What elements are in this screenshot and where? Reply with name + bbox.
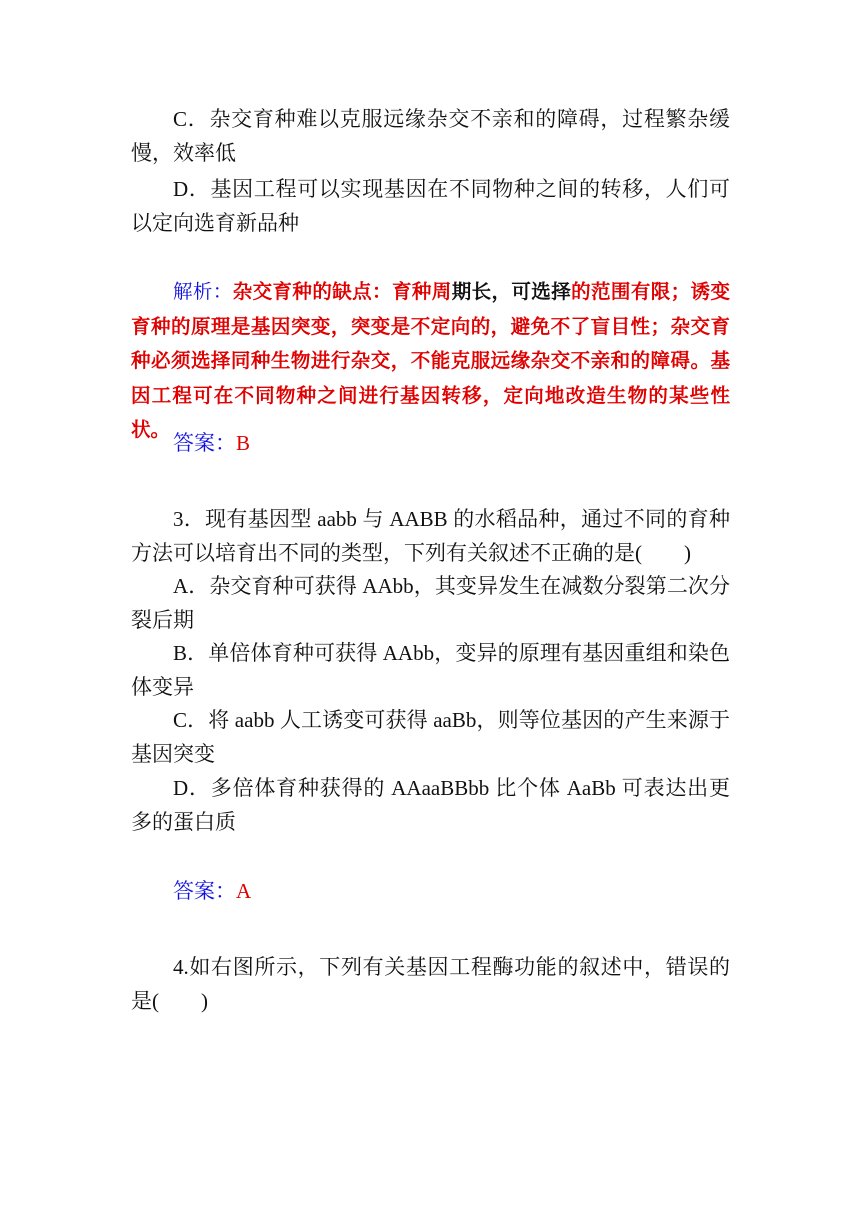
q3-stem: 3．现有基因型 aabb 与 AABB 的水稻品种，通过不同的育种方法可以培育出不同的类型，下列有关叙述不正确的是( ) <box>131 507 730 565</box>
q3-option-b: B．单倍体育种可获得 AAbb，变异的原理有基因重组和染色体变异 <box>131 641 730 699</box>
q2-option-c: C．杂交育种难以克服远缘杂交不亲和的障碍，过程繁杂缓慢，效率低 <box>131 107 730 165</box>
q2-option-d: D．基因工程可以实现基因在不同物种之间的转移，人们可以定向选育新品种 <box>131 177 730 235</box>
q3-option-d: D．多倍体育种获得的 AAaaBBbb 比个体 AaBb 可表达出更多的蛋白质 <box>131 776 730 834</box>
analysis-text-2: 期长，可选择 <box>451 280 572 303</box>
analysis-text-1: 杂交育种的缺点：育种周 <box>232 280 452 303</box>
q4-stem: 4.如右图所示，下列有关基因工程酶功能的叙述中，错误的是( ) <box>131 955 730 1013</box>
answer-label: 答案： <box>173 879 236 903</box>
answer-q2 <box>131 426 730 460</box>
analysis-label: 解析： <box>173 280 233 303</box>
answer-label: 答案： <box>173 431 236 455</box>
answer-value: A <box>236 879 252 903</box>
q3-option-a: A．杂交育种可获得 AAbb，其变异发生在减数分裂第二次分裂后期 <box>131 574 730 632</box>
analysis-paragraph <box>131 275 730 448</box>
answer-value: B <box>236 431 251 455</box>
analysis-text-3: 的范围有限；诱变育种的原理是基因突变，突变是不定向的，避免不了盲目性；杂交育种必须选择同种生物进行杂交，不能克服远缘杂交不亲和的障碍。基因工程可在不同物种之间进行基因转移，定向地改造生物的某些性状。 <box>131 280 730 441</box>
q3-option-c: C．将 aabb 人工诱变可获得 aaBb，则等位基因的产生来源于基因突变 <box>131 708 730 766</box>
answer-q3 <box>131 874 730 908</box>
